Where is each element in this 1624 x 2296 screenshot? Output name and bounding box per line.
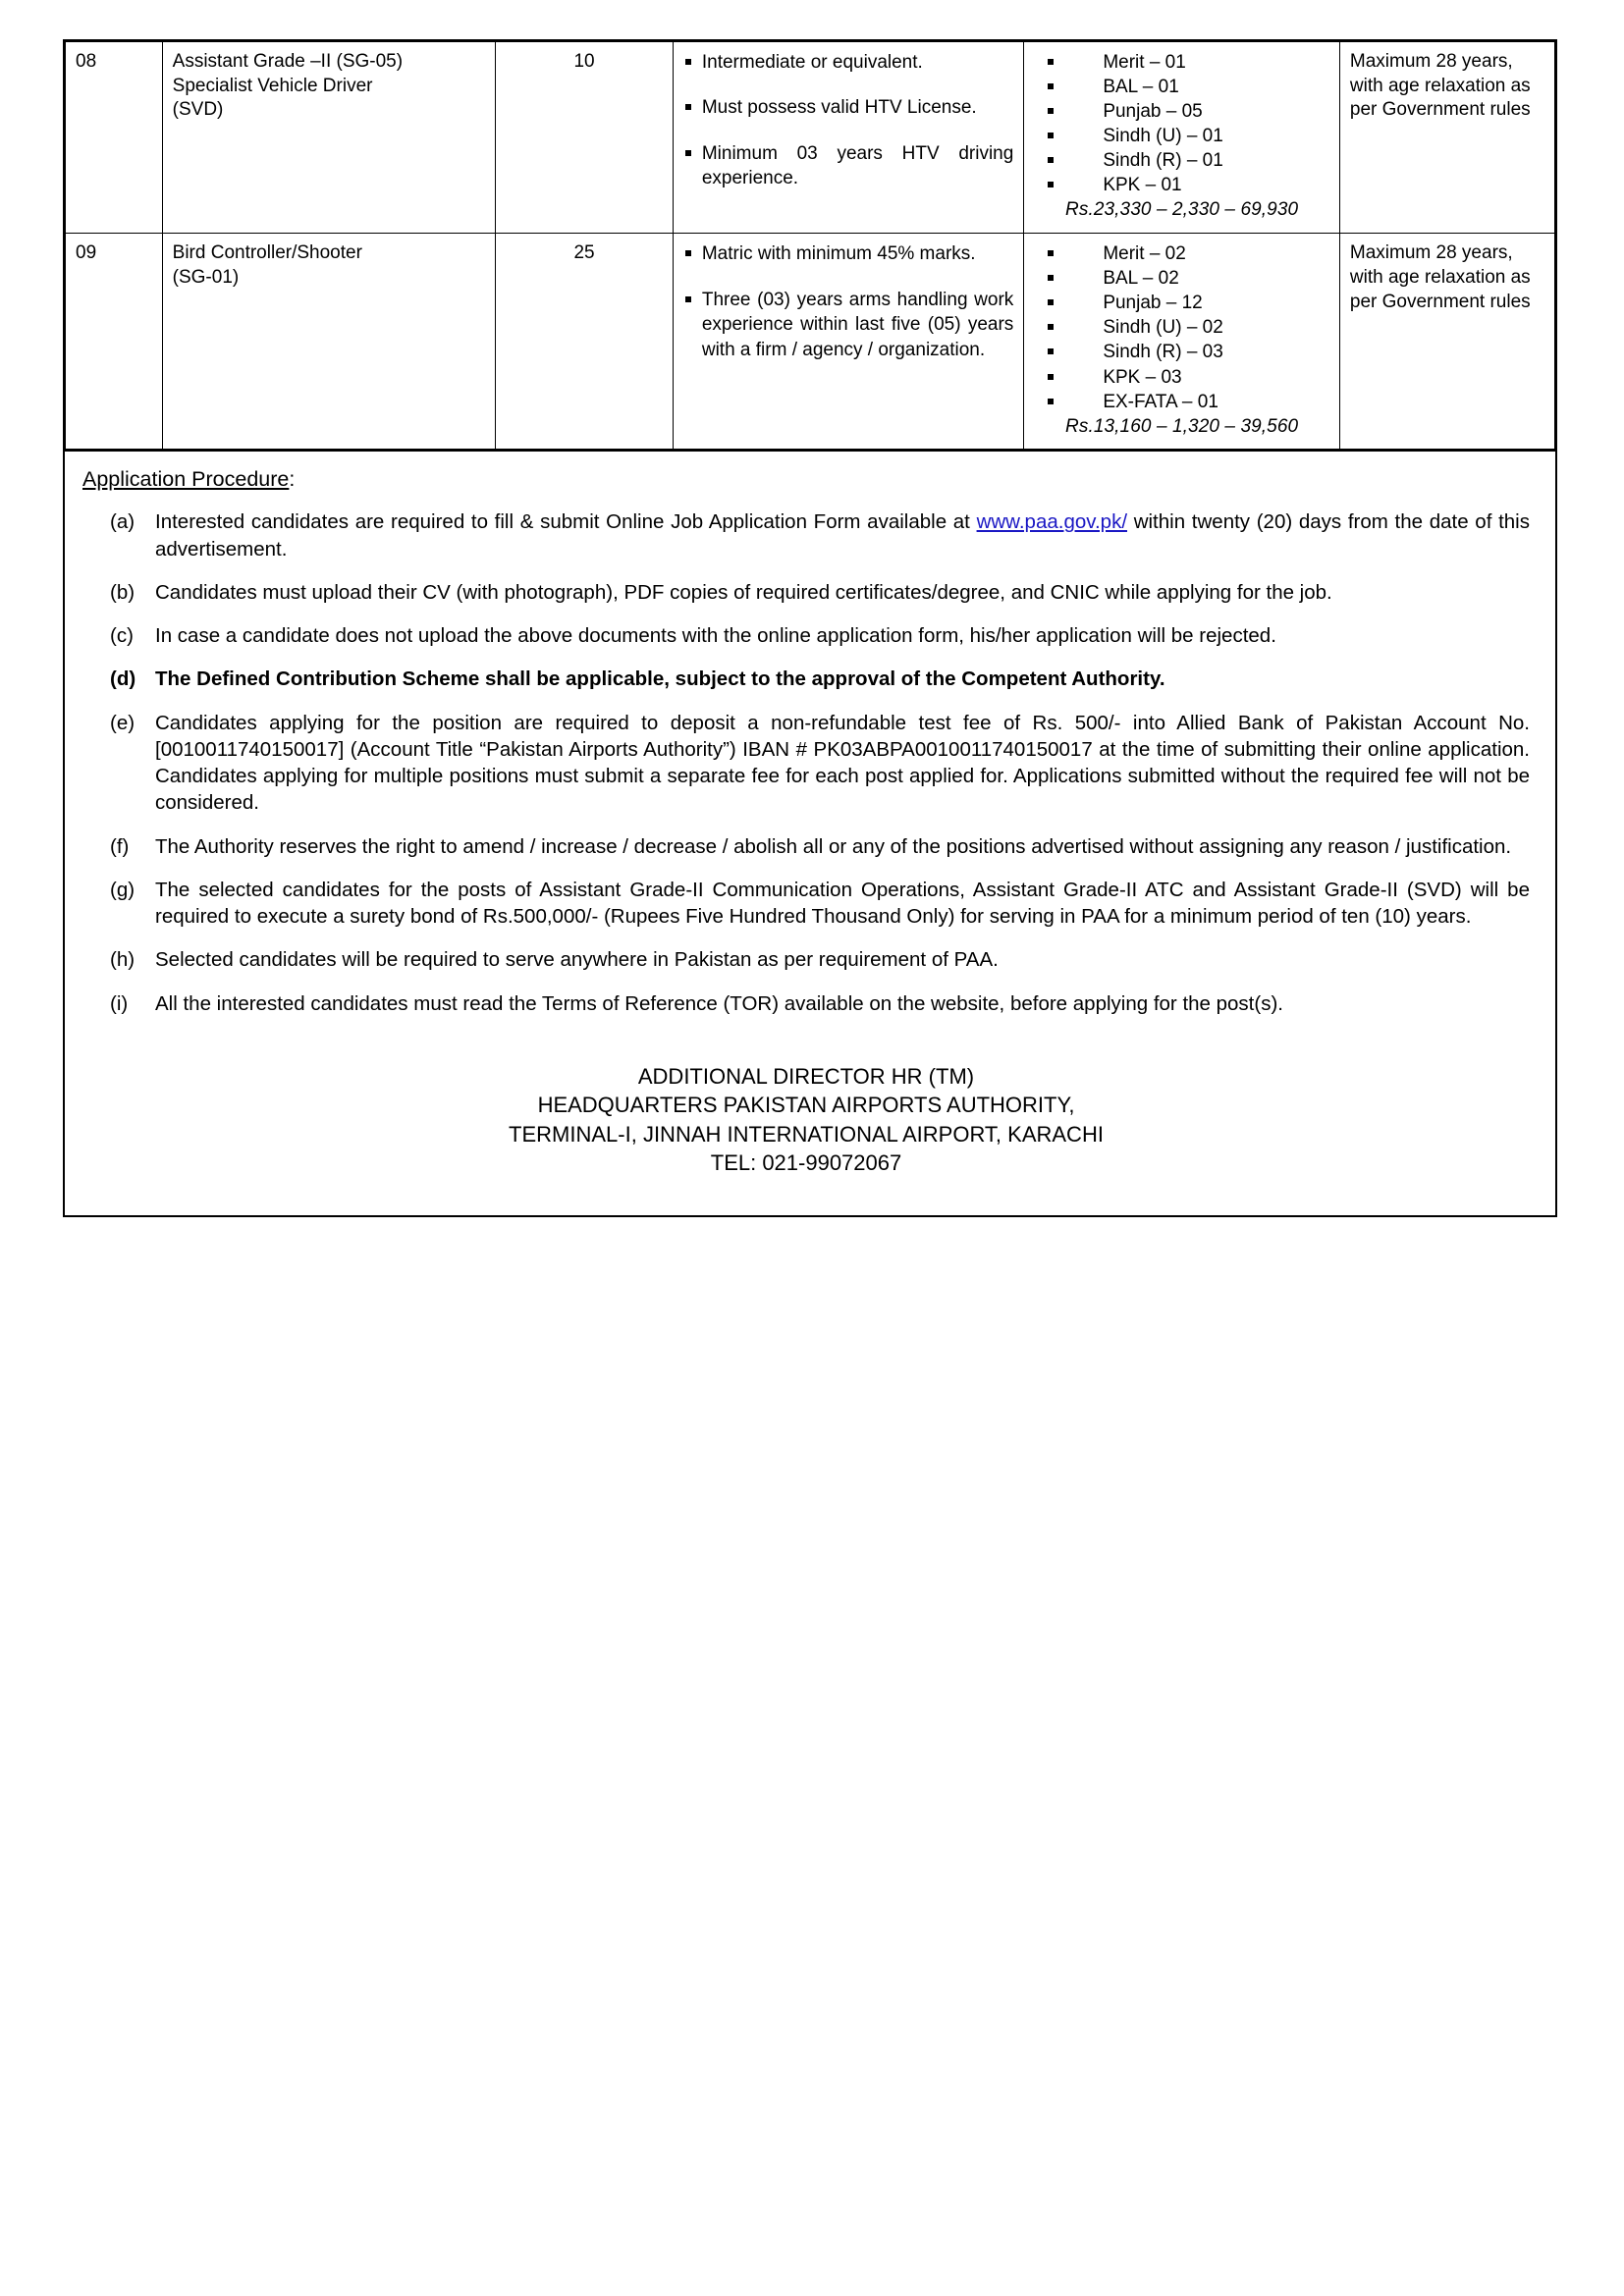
cell-post-name (162, 234, 496, 450)
procedure-item-f (82, 833, 1530, 860)
table-row (66, 42, 1555, 234)
list-item: BAL – 01 (1042, 75, 1329, 99)
quota-list (1042, 241, 1329, 414)
list-item: KPK – 03 (1042, 365, 1329, 390)
signatory-designation: ADDITIONAL DIRECTOR HR (TM) (637, 1063, 975, 1089)
post-name-line: Bird Controller/Shooter (172, 242, 362, 264)
procedure-item-b (82, 579, 1530, 606)
procedure-item-d (82, 666, 1530, 692)
advertisement-frame (63, 39, 1557, 1217)
list-item: Must possess valid HTV License. (683, 95, 1013, 120)
item-text: The Authority reserves the right to amend / increase / decrease / abolish all or any of the positions advertised without assigning any reason / justification. (155, 834, 1512, 858)
list-item: Sindh (U) – 02 (1042, 315, 1329, 340)
post-name-line: (SG-01) (172, 266, 240, 288)
post-name-line: (SVD) (172, 99, 224, 121)
item-marker: (f) (110, 834, 130, 858)
cell-qualification (673, 234, 1023, 450)
cell-vacancy-count: 25 (496, 234, 674, 450)
paa-website-link[interactable]: www.paa.gov.pk/ (976, 510, 1128, 534)
table-body (66, 42, 1555, 450)
item-marker: (i) (110, 991, 129, 1015)
pay-scale: Rs.23,330 – 2,330 – 69,930 (1065, 199, 1299, 221)
procedure-item-a (82, 508, 1530, 562)
list-item: Sindh (R) – 01 (1042, 148, 1329, 173)
item-marker: (b) (110, 580, 135, 604)
procedure-list (82, 508, 1530, 1017)
item-text-after-link: within twenty (20) days from the date of this advertisement. (155, 510, 1530, 561)
list-item: BAL – 02 (1042, 266, 1329, 291)
section-title-colon: : (289, 467, 296, 492)
item-marker: (d) (110, 667, 136, 691)
item-text: In case a candidate does not upload the above documents with the online application form, his/her application will be rejected. (155, 624, 1276, 648)
list-item: Sindh (U) – 01 (1042, 124, 1329, 148)
item-marker: (e) (110, 711, 135, 734)
qualification-list (683, 241, 1013, 362)
cell-serial-number: 08 (66, 42, 163, 234)
list-item: Punjab – 12 (1042, 291, 1329, 315)
cell-age-limit: Maximum 28 years, with age relaxation as per Government rules (1339, 234, 1554, 450)
item-text: Selected candidates will be required to serve anywhere in Pakistan as per requirement of PAA. (155, 948, 999, 972)
cell-post-name (162, 42, 496, 234)
quota-list (1042, 50, 1329, 197)
signatory-telephone: TEL: 021-99072067 (710, 1150, 902, 1176)
signatory-block (82, 1017, 1530, 1196)
pay-scale: Rs.13,160 – 1,320 – 39,560 (1065, 415, 1299, 437)
list-item: Intermediate or equivalent. (683, 50, 1013, 75)
cell-qualification (673, 42, 1023, 234)
cell-serial-number: 09 (66, 234, 163, 450)
application-procedure-section (65, 450, 1555, 1214)
cell-quota (1024, 234, 1340, 450)
item-text: Candidates must upload their CV (with photograph), PDF copies of required certificates/degree, and CNIC while applying for the job. (155, 580, 1332, 604)
list-item: Minimum 03 years HTV driving experience. (683, 141, 1013, 191)
list-item: EX-FATA – 01 (1042, 390, 1329, 414)
item-text: Candidates applying for the position are required to deposit a non-refundable test fee of Rs. 500/- into Allied Bank of Pakistan Account No. [0010011740150017] (Account Title “Pakistan Airports Authority”) IBAN # PK03ABPA0010011740150017 at the time of submitting their online application. Candidates applying for multiple positions must submit a separate fee for each post applied for. Applications submitted without the required fee will not be considered. (155, 711, 1530, 815)
item-marker: (g) (110, 878, 135, 901)
item-text: The selected candidates for the posts of Assistant Grade-II Communication Operations, Assistant Grade-II ATC and Assistant Grade-II (SVD) will be required to execute a surety bond of Rs.500,000/- (Rupees Five Hundred Thousand Only) for serving in PAA for a minimum period of ten (10) years. (155, 878, 1530, 929)
item-text: All the interested candidates must read the Terms of Reference (TOR) available on the website, before applying for the post(s). (155, 991, 1283, 1015)
procedure-item-i (82, 990, 1530, 1017)
list-item: Matric with minimum 45% marks. (683, 241, 1013, 266)
section-title-text: Application Procedure (82, 467, 290, 492)
list-item: KPK – 01 (1042, 173, 1329, 197)
list-item: Merit – 02 (1042, 241, 1329, 266)
item-marker: (h) (110, 948, 135, 972)
procedure-item-g (82, 877, 1530, 931)
qualification-list (683, 50, 1013, 191)
list-item: Sindh (R) – 03 (1042, 340, 1329, 364)
cell-age-limit: Maximum 28 years, with age relaxation as per Government rules (1339, 42, 1554, 234)
item-text-before-link: Interested candidates are required to fill & submit Online Job Application Form available at (155, 510, 977, 534)
cell-quota (1024, 42, 1340, 234)
job-positions-table (65, 41, 1555, 450)
signatory-address: TERMINAL-I, JINNAH INTERNATIONAL AIRPORT, KARACHI (509, 1121, 1104, 1147)
list-item: Merit – 01 (1042, 50, 1329, 75)
post-name-line: Assistant Grade –II (SG-05) (172, 51, 404, 72)
section-title (82, 467, 1530, 492)
item-text: The Defined Contribution Scheme shall be applicable, subject to the approval of the Competent Authority. (155, 667, 1165, 691)
list-item: Punjab – 05 (1042, 99, 1329, 124)
signatory-organization: HEADQUARTERS PAKISTAN AIRPORTS AUTHORITY, (537, 1093, 1075, 1118)
post-name-line: Specialist Vehicle Driver (172, 75, 373, 96)
procedure-item-c (82, 622, 1530, 649)
cell-vacancy-count: 10 (496, 42, 674, 234)
list-item: Three (03) years arms handling work experience within last five (05) years with a firm / agency / organization. (683, 288, 1013, 362)
item-marker: (c) (110, 624, 134, 648)
procedure-item-e (82, 710, 1530, 817)
item-marker: (a) (110, 510, 135, 534)
table-row (66, 234, 1555, 450)
procedure-item-h (82, 946, 1530, 973)
